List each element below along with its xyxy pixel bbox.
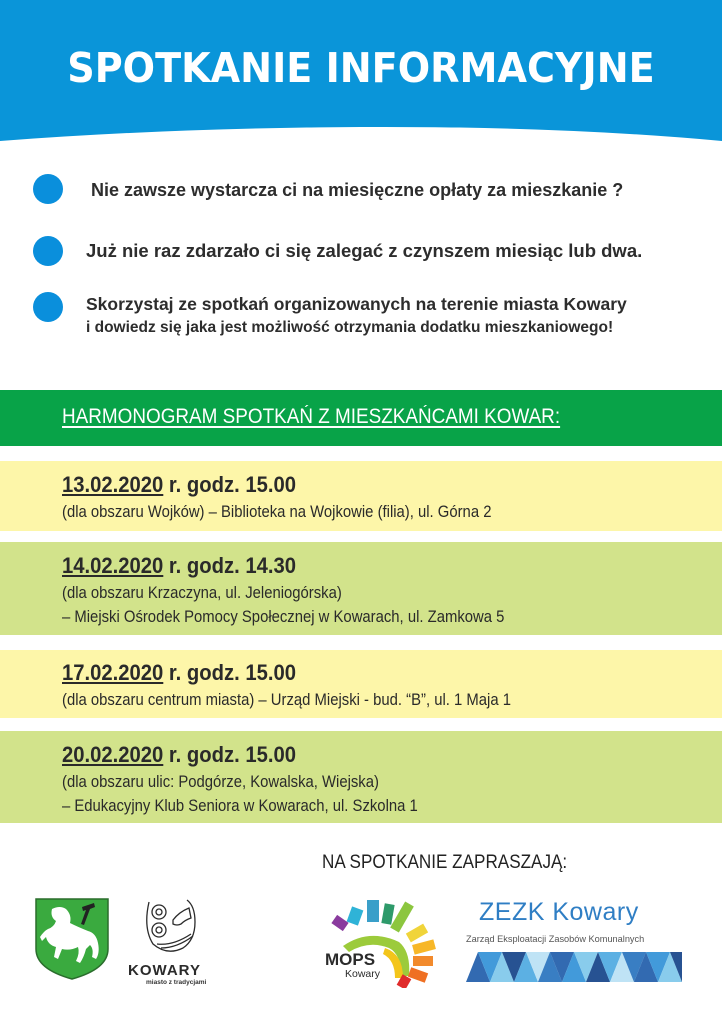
meeting-item (0, 731, 722, 823)
coat-of-arms-horse-icon (34, 897, 110, 981)
meeting-location: (dla obszaru centrum miasta) – Urząd Miejski - bud. “B”, ul. 1 Maja 1 (62, 691, 511, 709)
mops-sunburst-icon (325, 898, 440, 988)
kowary-logo-name: KOWARY (128, 962, 201, 979)
header-banner (0, 0, 722, 145)
mops-logo-sub: Kowary (345, 968, 381, 980)
meeting-date: 14.02.2020 (62, 553, 164, 578)
schedule-title: HARMONOGRAM SPOTKAŃ Z MIESZKAŃCAMI KOWAR: (62, 405, 561, 428)
kowary-horse-gears-icon (143, 898, 199, 956)
meeting-item (0, 650, 722, 718)
question-2: Już nie raz zdarzało ci się zalegać z czynszem miesiąc lub dwa. (86, 240, 643, 261)
zezk-logo-name: ZEZK Kowary (479, 898, 639, 926)
meeting-time: r. godz. 15.00 (163, 472, 297, 497)
meeting-date: 20.02.2020 (62, 742, 164, 767)
bullet-icon (33, 292, 63, 322)
meeting-time: r. godz. 15.00 (163, 660, 297, 685)
meeting-heading (62, 553, 296, 579)
page-title: SPOTKANIE INFORMACYJNE (67, 44, 655, 92)
question-1: Nie zawsze wystarcza ci na miesięczne opłaty za mieszkanie ? (91, 180, 624, 200)
mops-logo-name: MOPS (325, 950, 376, 969)
question-3-line-2: i dowiedz się jaka jest możliwość otrzymania dodatku mieszkaniowego! (86, 319, 614, 336)
meeting-time: r. godz. 14.30 (163, 553, 297, 578)
bullet-icon (33, 174, 63, 204)
meeting-item (0, 461, 722, 531)
meeting-heading (62, 660, 296, 686)
meeting-item (0, 542, 722, 635)
bullet-icon (33, 236, 63, 266)
meeting-time: r. godz. 15.00 (163, 742, 297, 767)
kowary-logo-tagline: miasto z tradycjami (146, 979, 207, 986)
meeting-area: (dla obszaru Krzaczyna, ul. Jeleniogórska) (62, 584, 342, 602)
zezk-mosaic-icon (466, 952, 682, 982)
question-3-line-1: Skorzystaj ze spotkań organizowanych na terenie miasta Kowary (86, 294, 627, 314)
meeting-area: (dla obszaru ulic: Podgórze, Kowalska, Wiejska) (62, 773, 379, 791)
zezk-logo-sub: Zarząd Eksploatacji Zasobów Komunalnych (466, 934, 645, 944)
meeting-location: – Miejski Ośrodek Pomocy Społecznej w Kowarach, ul. Zamkowa 5 (62, 608, 505, 626)
meeting-heading (62, 472, 296, 498)
meeting-date: 17.02.2020 (62, 660, 164, 685)
meeting-date: 13.02.2020 (62, 472, 164, 497)
invite-label: NA SPOTKANIE ZAPRASZAJĄ: (322, 852, 568, 873)
meeting-heading (62, 742, 296, 768)
meeting-location: – Edukacyjny Klub Seniora w Kowarach, ul. Szkolna 1 (62, 797, 418, 815)
meeting-location: (dla obszaru Wojków) – Biblioteka na Wojkowie (filia), ul. Górna 2 (62, 503, 492, 521)
